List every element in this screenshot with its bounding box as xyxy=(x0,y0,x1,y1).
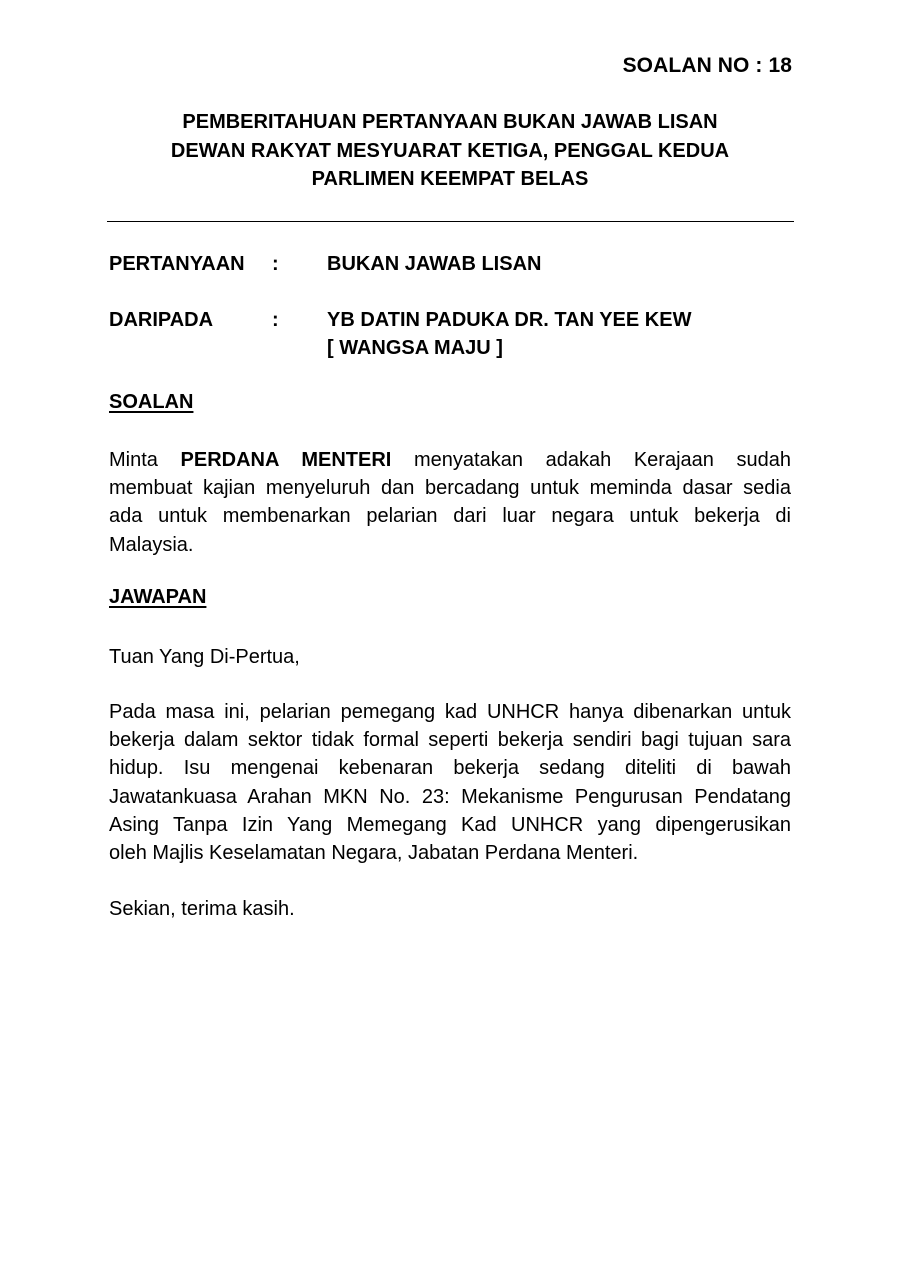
soalan-prefix: Minta xyxy=(109,449,158,471)
soalan-line-1 xyxy=(109,446,791,474)
jawapan-line-4: Jawatankuasa Arahan MKN No. 23: Mekanisme Pengurusan Pendatang xyxy=(109,785,791,808)
jawapan-line-5: Asing Tanpa Izin Yang Memegang Kad UNHCR yang dipengerusikan xyxy=(109,813,791,836)
horizontal-divider xyxy=(107,221,794,222)
soalan-line-3: ada untuk membenarkan pelarian dari luar negara untuk bekerja di xyxy=(109,505,791,528)
jawapan-line-2: bekerja dalam sektor tidak formal seperti bekerja sendiri bagi tujuan sara xyxy=(109,729,791,752)
jawapan-title: JAWAPAN xyxy=(109,586,207,608)
soalan-line-1-rest: menyatakan adakah Kerajaan sudah xyxy=(413,449,792,471)
document-heading xyxy=(108,108,792,194)
daripada-label: DARIPADA xyxy=(109,309,214,331)
heading-line-1: PEMBERITAHUAN PERTANYAAN BUKAN JAWAB LISAN xyxy=(182,111,718,133)
daripada-constituency: [ WANGSA MAJU ] xyxy=(327,337,503,359)
soalan-line-4: Malaysia. xyxy=(109,533,194,556)
daripada-value xyxy=(327,306,691,362)
salutation-text: Tuan Yang Di-Pertua, xyxy=(109,646,300,668)
jawapan-line-6: oleh Majlis Keselamatan Negara, Jabatan Perdana Menteri. xyxy=(109,842,639,865)
soalan-paragraph xyxy=(109,446,791,559)
jawapan-line-3: hidup. Isu mengenai kebenaran bekerja sedang diteliti di bawah xyxy=(109,757,791,780)
jawapan-line-1: Pada masa ini, pelarian pemegang kad UNHCR hanya dibenarkan untuk xyxy=(109,701,791,723)
heading-line-2: DEWAN RAKYAT MESYUARAT KETIGA, PENGGAL KEDUA xyxy=(170,139,730,162)
heading-line-3: PARLIMEN KEEMPAT BELAS xyxy=(311,168,589,190)
jawapan-paragraph xyxy=(109,698,791,867)
daripada-name: YB DATIN PADUKA DR. TAN YEE KEW xyxy=(327,309,692,331)
daripada-colon: : xyxy=(272,309,279,331)
closing-text: Sekian, terima kasih. xyxy=(109,898,295,920)
salutation xyxy=(109,643,791,671)
question-number: SOALAN NO : 18 xyxy=(622,54,792,77)
closing xyxy=(109,895,791,923)
soalan-line-2: membuat kajian menyeluruh dan bercadang untuk meminda dasar sedia xyxy=(109,477,791,500)
pertanyaan-value: BUKAN JAWAB LISAN xyxy=(327,253,542,275)
soalan-title: SOALAN xyxy=(109,391,194,413)
pertanyaan-label: PERTANYAAN xyxy=(109,253,245,275)
soalan-addressee: PERDANA MENTERI xyxy=(180,449,392,471)
pertanyaan-colon: : xyxy=(272,253,279,275)
